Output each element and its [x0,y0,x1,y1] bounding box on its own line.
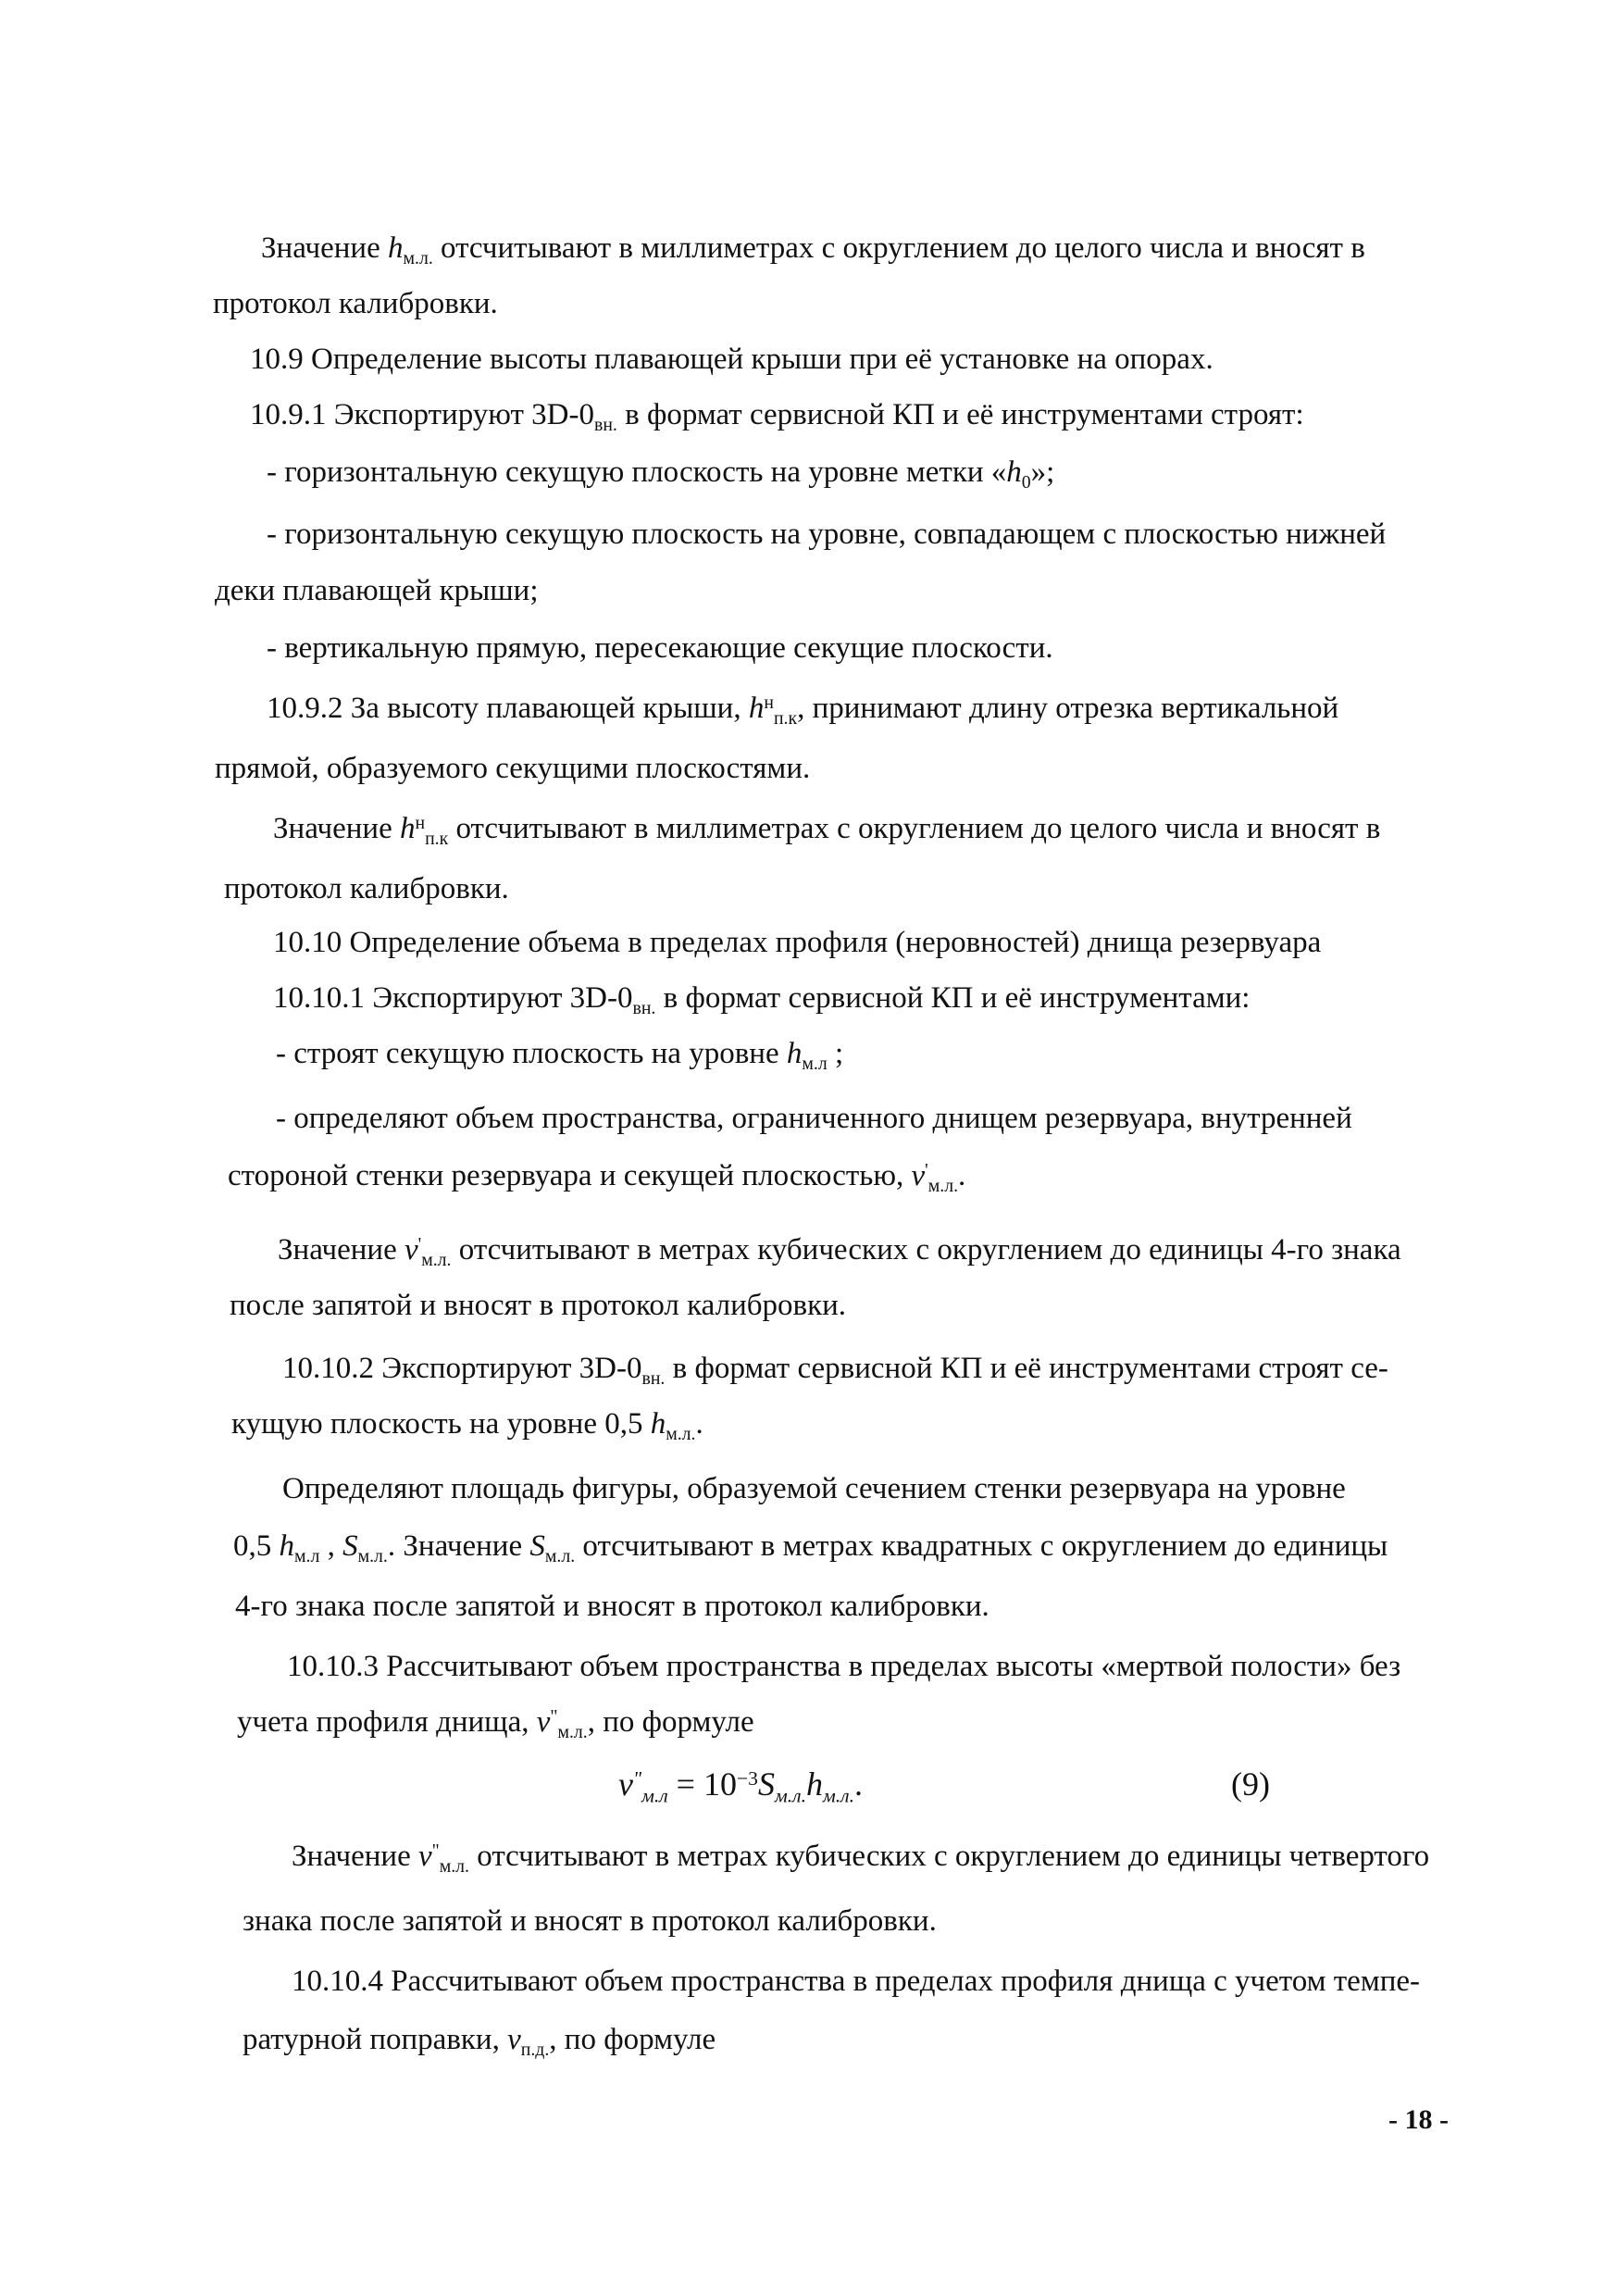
math-h-ml: $h_{м.л}$ [786,1037,828,1074]
math-sub-vn: вн. [593,414,617,435]
math-v-ml-prime: $v'_{м.л.}$ [404,1233,452,1270]
formula-9 [618,1764,863,1807]
math-v-ml-prime: $v'_{м.л.}$ [911,1159,959,1196]
text-run: - горизонтальную секущую плоскость на уровне метки « [267,455,1007,489]
formula-s-ml: $S_{м.л.}$ [757,1766,806,1807]
line-30 [243,2021,716,2058]
formula-h-ml: $h_{м.л.}$ [805,1766,854,1807]
line-9 [267,690,1338,727]
text-run: знака после запятой и вносят в протокол калибровки. [243,1904,937,1938]
line-12 [224,870,509,907]
text-run: деки плавающей крыши; [215,574,539,607]
text-run: »; [1030,455,1055,489]
formula-number: (9) [1231,1766,1270,1803]
text-run: 10.10 Определение объема в пределах профиля (неровностей) днища резервуара [273,926,1322,959]
line-20 [282,1350,1388,1387]
text-run: - вертикальную прямую, пересекающие секущие плоскости. [267,631,1053,665]
text-run: 10.10.4 Рассчитывают объем пространства в пределах профиля днища с учетом темпе- [292,1965,1421,1998]
text-run: отсчитывают в миллиметрах с округлением до целого числа и вносят в [432,231,1365,265]
text-run: . Значение [387,1529,530,1563]
line-24 [235,1588,989,1625]
text-run: в формат сервисной КП и её инструментами строят се- [665,1352,1388,1385]
math-s-ml: $S_{м.л.}$ [529,1529,576,1566]
line-27 [292,1838,1429,1875]
text-run: отсчитывают в метрах квадратных с округлением до единицы [575,1529,1388,1563]
text-run: 10.9.1 Экспортируют 3D-0 [250,398,594,431]
text-run: , [319,1529,343,1563]
line-14 [273,980,1250,1017]
line-2 [213,285,498,322]
text-run: прямой, образуемого секущими плоскостями. [215,752,811,785]
line-4 [250,396,1304,433]
line-15 [276,1035,843,1072]
text-run: 10.10.2 Экспортируют 3D-0 [282,1352,642,1385]
text-run: Значение [292,1840,418,1873]
math-h-pk: $h^н_{п.к}$ [399,812,449,849]
text-run: - строят секущую плоскость на уровне [276,1037,787,1070]
math-sub-vn: вн. [632,997,656,1018]
text-run: Значение [278,1233,404,1267]
math-v-pd: $v_{п.д.}$ [507,2023,550,2060]
line-6 [267,516,1386,553]
text-run: ; [827,1037,844,1070]
text-run: учета профиля днища, [237,1705,537,1739]
text-run: 10.10.1 Экспортируют 3D-0 [273,981,633,1015]
line-26 [237,1703,754,1741]
line-11 [273,810,1380,847]
text-run: Значение [273,812,400,845]
text-run: 10.9 Определение высоты плавающей крыши при её установке на опорах. [250,343,1214,376]
math-s-ml: $S_{м.л.}$ [342,1529,388,1566]
text-run: кущую плоскость на уровне 0,5 [231,1407,651,1441]
text-run: - горизонтальную секущую плоскость на уровне, совпадающем с плоскостью нижней [267,518,1387,551]
text-run: . [958,1159,966,1192]
math-h-ml: $h_{м.л.}$ [650,1407,696,1444]
math-h-ml: $h_{м.л}$ [279,1529,320,1566]
text-run: - определяют объем пространства, ограниченного днищем резервуара, внутренней [276,1102,1352,1135]
line-1 [261,230,1365,267]
math-h-pk: $h^н_{п.к}$ [748,692,798,729]
text-run: отсчитывают в метрах кубических с округлением до единицы 4-го знака [451,1233,1401,1267]
math-v-ml-dprime: $v^"_{м.л.}$ [417,1840,469,1877]
line-19 [230,1287,846,1324]
line-21 [231,1405,703,1442]
line-10 [215,750,810,787]
text-run: после запятой и вносят в протокол калибровки. [230,1289,847,1322]
text-run: 4-го знака после запятой и вносят в протокол калибровки. [235,1590,989,1623]
line-18 [278,1231,1401,1268]
line-13 [273,924,1321,961]
text-run: 10.10.3 Рассчитывают объем пространства в пределах высоты «мертвой полости» без [287,1650,1401,1683]
line-25 [287,1648,1400,1685]
line-28 [243,1903,937,1940]
text-run: , принимают длину отрезка вертикальной [797,692,1339,725]
line-5 [267,454,1054,491]
line-29 [292,1963,1420,2000]
formula-v-ml: $v^"_{м.л}$ [618,1766,668,1807]
text-run: , по формуле [587,1705,754,1739]
page-number: - 18 - [1388,2104,1449,2135]
text-run: 10.9.2 За высоту плавающей крыши, [267,692,749,725]
math-sub-vn: вн. [641,1367,666,1389]
math-h0: $h_0$ [1006,455,1031,493]
text-run: протокол калибровки. [224,872,509,905]
math-v-ml-dprime: $v^"_{м.л.}$ [536,1705,588,1742]
line-8 [267,630,1053,667]
text-run: в формат сервисной КП и её инструментами: [655,981,1251,1015]
text-run: Определяют площадь фигуры, образуемой сечением стенки резервуара на уровне [282,1472,1346,1505]
text-run: ратурной поправки, [243,2023,508,2056]
line-23 [233,1528,1388,1565]
text-run: , по формуле [549,2023,716,2056]
text-run: . [695,1407,703,1441]
text-run: отсчитывают в метрах кубических с округлением до единицы четвертого [469,1840,1430,1873]
math-h-ml: $h_{м.л.}$ [387,231,433,268]
text-run: 0,5 [233,1529,280,1563]
formula-period: . [853,1766,863,1803]
text-run: стороной стенки резервуара и секущей плоскостью, [228,1159,912,1192]
line-22 [282,1470,1346,1507]
text-run: Значение [261,231,388,265]
line-3 [250,341,1214,378]
text-run: отсчитывают в миллиметрах с округлением до целого числа и вносят в [448,812,1381,845]
line-7 [215,572,539,609]
text-run: в формат сервисной КП и её инструментами строят: [616,398,1304,431]
line-16 [276,1100,1352,1137]
line-17 [228,1157,965,1194]
text-run: протокол калибровки. [213,287,498,320]
formula-coefficient: = $10^{-3}$ [667,1766,758,1803]
